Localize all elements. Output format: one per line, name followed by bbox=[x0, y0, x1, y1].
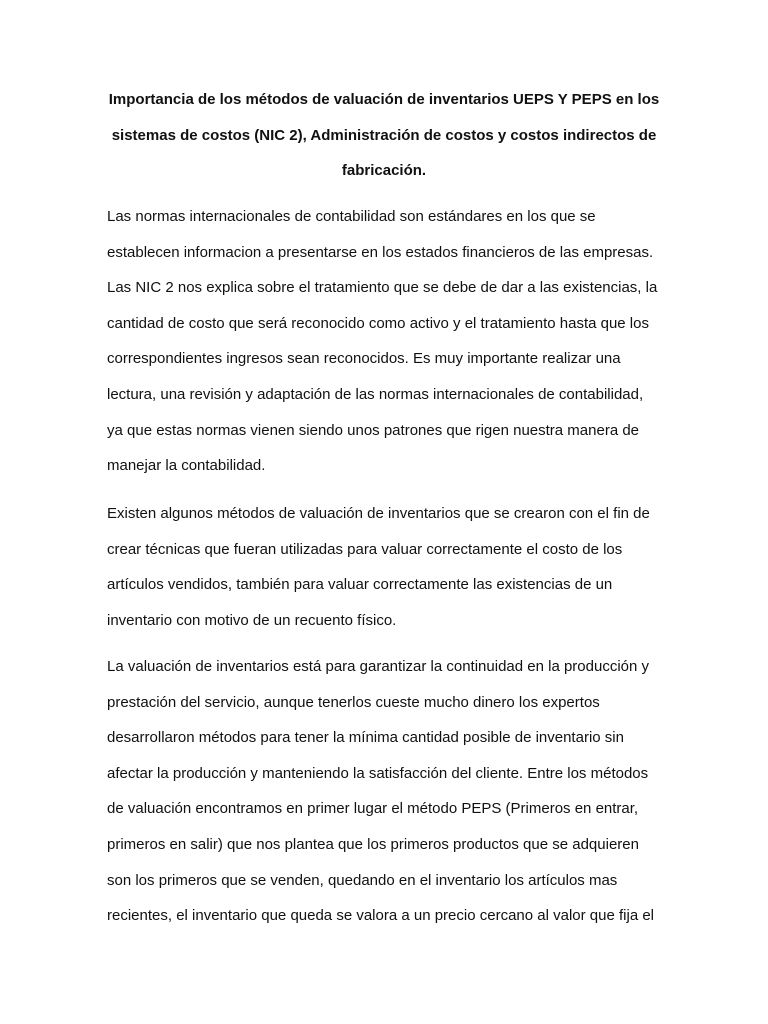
paragraph-line: crear técnicas que fueran utilizadas para valuar correctamente el costo de los bbox=[107, 540, 623, 558]
paragraph-line: Las NIC 2 nos explica sobre el tratamiento que se debe de dar a las existencias, la bbox=[107, 279, 658, 297]
paragraph-line: inventario con motivo de un recuento físico. bbox=[107, 611, 397, 629]
paragraph-valuacion-inventarios bbox=[107, 649, 667, 934]
paragraph-line: manejar la contabilidad. bbox=[107, 457, 266, 475]
paragraph-normas-internacionales bbox=[107, 199, 667, 484]
paragraph-line: Las normas internacionales de contabilidad son estándares en los que se bbox=[107, 208, 596, 225]
title-line: sistemas de costos (NIC 2), Administración de costos y costos indirectos de bbox=[111, 126, 657, 144]
paragraph-line: ya que estas normas vienen siendo unos patrones que rigen nuestra manera de bbox=[107, 421, 640, 439]
paragraph-line: afectar la producción y manteniendo la satisfacción del cliente. Entre los métodos bbox=[107, 764, 649, 782]
paragraph-line: lectura, una revisión y adaptación de las normas internacionales de contabilidad, bbox=[107, 385, 644, 403]
paragraph-line: recientes, el inventario que queda se valora a un precio cercano al valor que fija el bbox=[107, 907, 655, 925]
title-line: fabricación. bbox=[341, 162, 427, 180]
paragraph-line: de valuación encontramos en primer lugar el método PEPS (Primeros en entrar, bbox=[107, 800, 639, 818]
title-line: Importancia de los métodos de valuación de inventarios UEPS Y PEPS en los bbox=[108, 91, 660, 108]
paragraph-line: artículos vendidos, también para valuar correctamente las existencias de un bbox=[107, 576, 613, 594]
paragraph-metodos-valuacion bbox=[107, 496, 667, 638]
paragraph-line: primeros en salir) que nos plantea que los primeros productos que se adquieren bbox=[107, 835, 639, 853]
paragraph-line: establecen informacion a presentarse en los estados financieros de las empresas. bbox=[107, 243, 654, 261]
paragraph-line: Existen algunos métodos de valuación de inventarios que se crearon con el fin de bbox=[107, 505, 650, 522]
paragraph-line: La valuación de inventarios está para garantizar la continuidad en la producción y bbox=[107, 658, 650, 675]
paragraph-line: son los primeros que se venden, quedando en el inventario los artículos mas bbox=[107, 871, 618, 889]
document-title bbox=[96, 82, 672, 189]
paragraph-line: prestación del servicio, aunque tenerlos cueste mucho dinero los expertos bbox=[107, 693, 600, 711]
paragraph-line: correspondientes ingresos sean reconocidos. Es muy importante realizar una bbox=[107, 350, 621, 368]
paragraph-line: desarrollaron métodos para tener la mínima cantidad posible de inventario sin bbox=[107, 729, 624, 747]
paragraph-line: cantidad de costo que será reconocido como activo y el tratamiento hasta que los bbox=[107, 314, 649, 332]
